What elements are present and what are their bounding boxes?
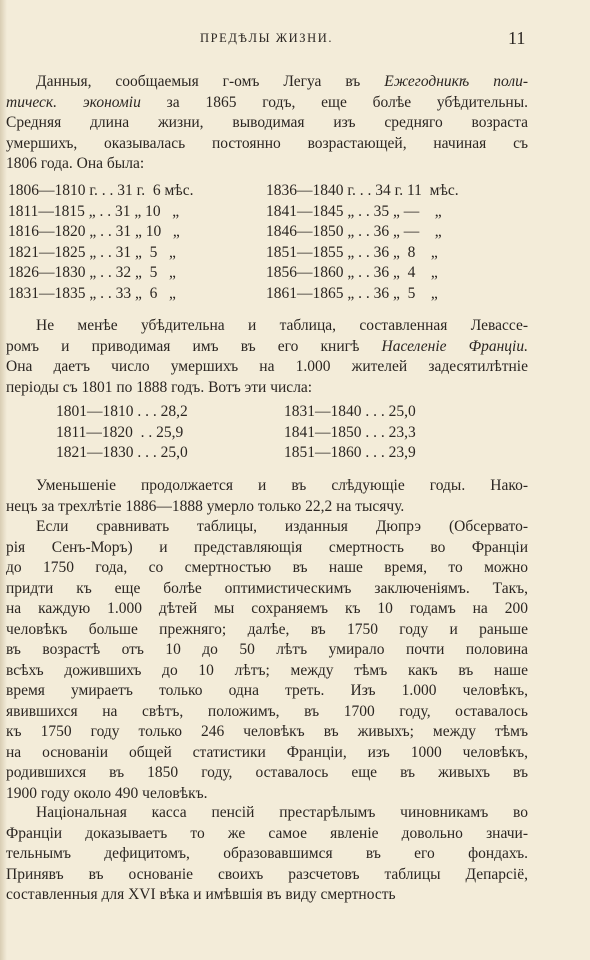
table-cell-right: 1831—1840 . . . 25,0: [284, 403, 416, 420]
p4-line-9: время умираетъ только одна треть. Изъ 1.000 человѣкъ,: [6, 682, 528, 699]
table-row: [8, 222, 528, 243]
p2-line-3: Она даетъ число умершихъ на 1.000 жителей задесятилѣтніе: [6, 358, 528, 375]
p4-line-6: человѣкъ больше прежняго; далѣе, въ 1750 году и раньше: [6, 620, 528, 638]
table-row: [8, 263, 528, 284]
table-row: [56, 443, 484, 464]
table-cell-right: 1836—1840 г. . . 34 г. 11 мѣс.: [266, 182, 459, 199]
p5-line-3: тельнымъ дефицитомъ, образовавшимся въ его фондахъ.: [6, 845, 528, 862]
table-row: [56, 423, 484, 444]
p1-line-4: умершихъ, оказывалась постоянно возрастающей, начиная съ: [6, 134, 528, 152]
paragraph-1: [6, 72, 528, 175]
p3-line-2: нецъ за трехлѣтіе 1886—1888 умерло только 22,2 на тысячу.: [6, 497, 405, 515]
p4-line-13: родившихся въ 1850 году, оставалось еще въ живыхъ въ: [6, 764, 528, 781]
p4-line-10: явившихся на свѣтъ, положимъ, въ 1700 году, оставалось: [6, 702, 528, 720]
p4-line-8: всѣхъ дожившихъ до 10 лѣтъ; между тѣмъ какъ въ наше: [6, 661, 528, 679]
p5-line-4: Принявъ въ основаніе своихъ разсчетовъ таблицы Депарсіё,: [6, 865, 528, 883]
p2-line-4: періоды съ 1801 по 1888 годъ. Вотъ эти числа:: [6, 378, 313, 396]
p5-line-1: Національная касса пенсій престарѣлымъ чиновникамъ во: [36, 804, 528, 821]
paragraph-3: [6, 476, 528, 517]
life-length-table: [8, 181, 528, 304]
table-cell-left: 1811—1820 . . 25,9: [56, 423, 184, 441]
p4-line-3: до 1750 года, со смертностью въ наше время, то можно: [6, 559, 528, 576]
p3-line-1: Уменьшеніе продолжается и въ слѣдующіе годы. Нако-: [36, 477, 528, 494]
p5-line-5: составленныя для XVI вѣка и имѣвшія въ виду смертность: [6, 886, 396, 903]
p4-line-2: рія Сенъ-Моръ) и представляющія смертность во Франціи: [6, 538, 528, 556]
table-row: [8, 284, 528, 305]
table-cell-left: 1821—1825 „ . . 31 „ 5 „: [8, 243, 176, 261]
p4-line-4: придти къ еще болѣе оптимистическимъ заключеніямъ. Такъ,: [6, 579, 528, 597]
table-cell-left: 1801—1810 . . . 28,2: [56, 403, 188, 420]
p2-line-1: Не менѣе убѣдительна и таблица, составленная Левассе-: [36, 317, 528, 334]
table-cell-left: 1806—1810 г. . . 31 г. 6 мѣс.: [8, 182, 194, 199]
table-cell-right: 1856—1860 „ . . 36 „ 4 „: [266, 264, 438, 281]
p4-line-14: 1900 году около 490 человѣкъ.: [6, 784, 208, 802]
paragraph-2: [6, 316, 528, 398]
table-cell-right: 1861—1865 „ . . 36 „ 5 „: [266, 284, 438, 302]
p1-line-5: 1806 года. Она была:: [6, 155, 145, 172]
table-row: [8, 181, 528, 202]
table-cell-left: 1831—1835 „ . . 33 „ 6 „: [8, 284, 176, 302]
table-cell-left: 1816—1820 „ . . 31 „ 10 „: [8, 223, 180, 240]
table-row: [8, 243, 528, 264]
p4-line-12: на основаніи общей статистики Франціи, изъ 1000 человѣкъ,: [6, 743, 528, 761]
p1-line-3: Средняя длина жизни, выводимая изъ средняго возраста: [6, 114, 528, 131]
running-head: ПРЕДѢЛЫ ЖИЗНИ.: [200, 31, 334, 45]
table-cell-right: 1841—1845 „ . . 35 „ — „: [266, 202, 442, 220]
p1-line-2: тическ. экономіи за 1865 годъ, еще болѣе убѣдительны.: [6, 93, 528, 111]
table-row: [56, 402, 484, 423]
p2-line-2: ромъ и приводимая имъ въ его книгѣ Населеніе Франціи.: [6, 337, 528, 355]
p4-line-7: въ возрастѣ отъ 10 до 50 лѣтъ умирало почти половина: [6, 641, 528, 658]
page-header: [0, 28, 590, 53]
italic-book-title-2: Населеніе Франціи.: [381, 337, 528, 355]
page-number: 11: [508, 28, 526, 48]
mortality-table: [56, 402, 484, 464]
table-cell-right: 1846—1850 „ . . 36 „ — „: [266, 223, 442, 240]
p1-line-1: Данныя, сообщаемыя г-омъ Легуа въ Ежегодникѣ поли-: [36, 73, 528, 90]
table-cell-right: 1841—1850 . . . 23,3: [284, 423, 416, 441]
p4-line-11: къ 1750 году только 246 человѣкъ въ живыхъ; между тѣмъ: [6, 723, 528, 740]
table-cell-left: 1821—1830 . . . 25,0: [56, 444, 188, 461]
p4-line-1: Если сравнивать таблицы, изданныя Дюпрэ (Обсервато-: [36, 518, 528, 535]
table-cell-right: 1851—1855 „ . . 36 „ 8 „: [266, 243, 438, 261]
italic-book-title-cont: тическ. экономіи: [6, 93, 141, 111]
p4-line-5: на каждую 1.000 дѣтей мы сохраняемъ къ 10 годамъ на 200: [6, 600, 528, 617]
table-cell-right: 1851—1860 . . . 23,9: [284, 444, 416, 461]
table-row: [8, 202, 528, 223]
italic-book-title: Ежегодникѣ поли-: [384, 73, 528, 90]
p5-line-2: Франціи доказываетъ то же самое явленіе довольно значи-: [6, 824, 528, 842]
table-cell-left: 1811—1815 „ . . 31 „ 10 „: [8, 202, 180, 220]
paragraph-5: [6, 803, 528, 906]
table-cell-left: 1826—1830 „ . . 32 „ 5 „: [8, 264, 176, 281]
paragraph-4: [6, 517, 528, 804]
